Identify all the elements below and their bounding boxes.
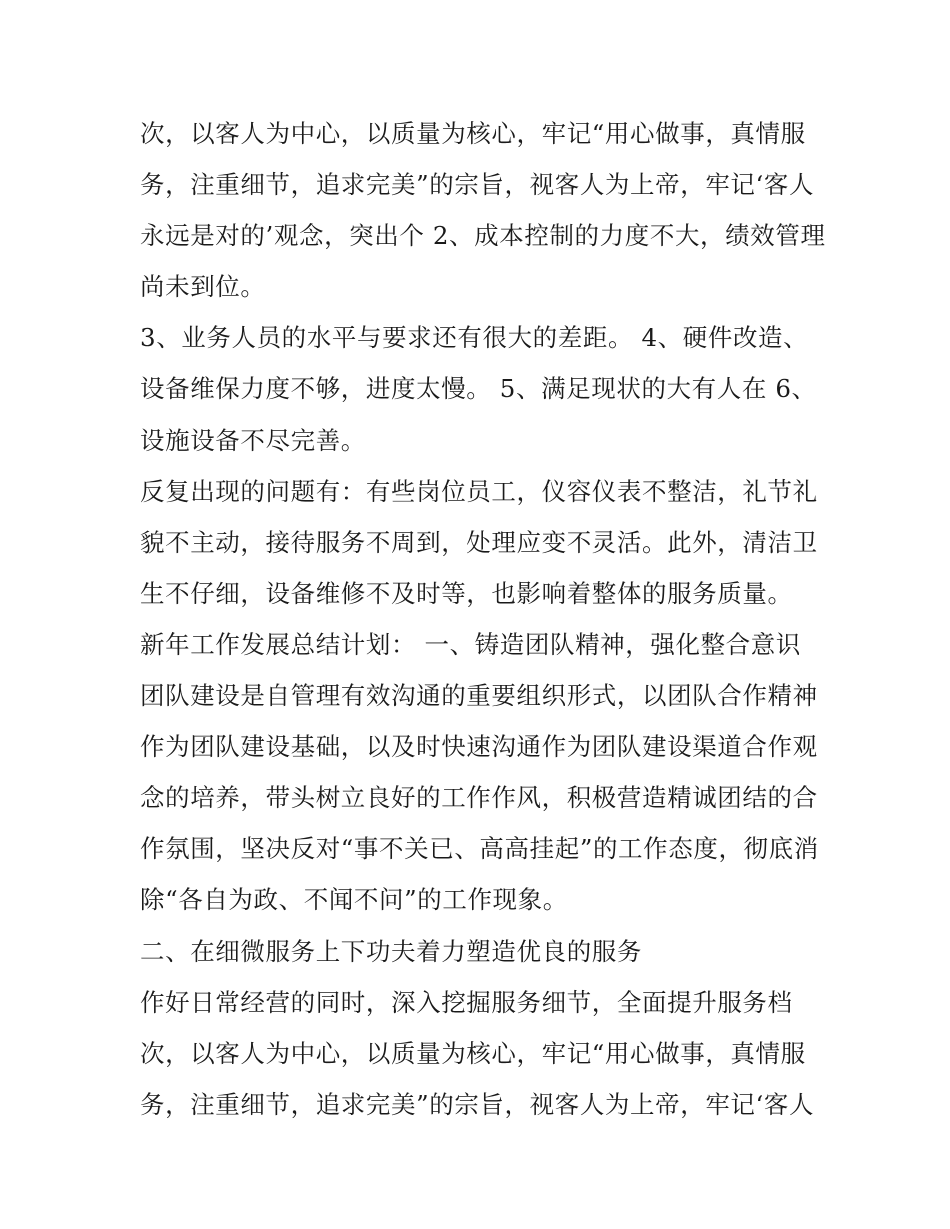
text-line: 作氛围，坚决反对“事不关已、高高挂起”的工作态度，彻底消: [140, 834, 819, 864]
document-body: [140, 108, 826, 1130]
text-line: 设备维保力度不够，进度太慢。 5、满足现状的大有人在 6、: [140, 374, 817, 404]
text-line: 设施设备不尽完善。: [140, 425, 366, 455]
text-line: 生不仔细，设备维修不及时等，也影响着整体的服务质量。: [140, 578, 793, 608]
text-line: 3、业务人员的水平与要求还有很大的差距。 4、硬件改造、: [140, 323, 809, 353]
text-line: 反复出现的问题有：有些岗位员工，仪容仪表不整洁，礼节礼: [140, 476, 818, 506]
text-line: 尚未到位。: [140, 272, 266, 302]
text-line: 除“各自为政、不闻不问”的工作现象。: [140, 885, 568, 915]
text-line: 新年工作发展总结计划： 一、铸造团队精神，强化整合意识: [140, 629, 801, 659]
text-line: 貌不主动，接待服务不周到，处理应变不灵活。此外，清洁卫: [140, 527, 818, 557]
text-line: 务，注重细节，追求完美”的宗旨，视客人为上帝，牢记‘客人: [140, 1089, 815, 1119]
text-line: 次，以客人为中心，以质量为核心，牢记“用心做事，真情服: [140, 1038, 806, 1068]
text-line: 念的培养，带头树立良好的工作作风，积极营造精诚团结的合: [140, 783, 818, 813]
text-line: 永远是对的’观念，突出个 2、成本控制的力度不大，绩效管理: [140, 221, 826, 251]
text-line: 务，注重细节，追求完美”的宗旨，视客人为上帝，牢记‘客人: [140, 170, 815, 200]
text-line: 作为团队建设基础，以及时快速沟通作为团队建设渠道合作观: [140, 732, 818, 762]
text-line: 二、在细微服务上下功夫着力塑造优良的服务: [140, 936, 642, 966]
text-line: 团队建设是自管理有效沟通的重要组织形式，以团队合作精神: [140, 681, 818, 711]
text-line: 作好日常经营的同时，深入挖掘服务细节，全面提升服务档: [140, 987, 793, 1017]
text-line: 次，以客人为中心，以质量为核心，牢记“用心做事，真情服: [140, 119, 806, 148]
